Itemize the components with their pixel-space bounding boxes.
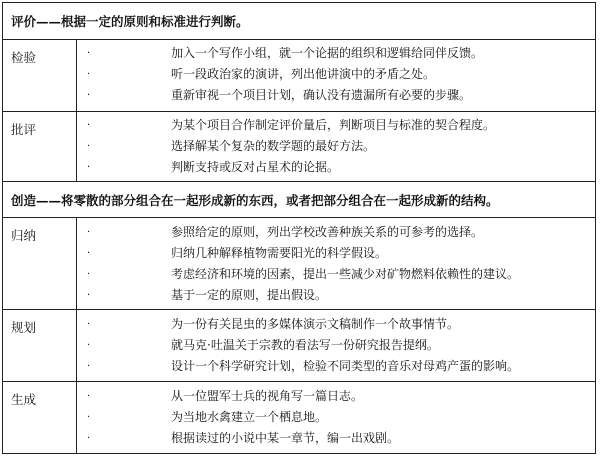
- list-item: [77, 386, 595, 407]
- group-label: 归纳: [3, 218, 77, 309]
- section-header-text: 创造——将零散的部分组合在一起形成新的东西，或者把部分组合在一起形成新的结构。: [11, 192, 499, 208]
- section-header-create: [3, 181, 595, 217]
- list-item: [77, 314, 595, 335]
- list-item-text: 为一份有关昆虫的多媒体演示文稿制作一个故事情节。: [171, 317, 460, 331]
- list-item-text: 设计一个科学研究计划，检验不同类型的音乐对母鸡产蛋的影响。: [171, 359, 520, 373]
- list-item: [77, 356, 595, 377]
- list-item-text: 为某个项目合作制定评价量后，判断项目与标准的契合程度。: [171, 118, 496, 132]
- list-item-text: 判断支持或反对占星术的论据。: [171, 160, 340, 174]
- bullet: ·: [87, 319, 91, 330]
- section-header-text: 评价——根据一定的原则和标准进行判断。: [11, 14, 249, 29]
- list-item-text: 选择解某个复杂的数学题的最好方法。: [171, 139, 376, 153]
- list-item: [77, 64, 595, 85]
- group-row-guina: [3, 217, 595, 309]
- list-item: [77, 335, 595, 356]
- list-item-text: 根据读过的小说中某一章节，编一出戏剧。: [171, 431, 400, 445]
- list-item-text: 归纳几种解释植物需要阳光的科学假设。: [171, 246, 388, 260]
- bullet: ·: [87, 48, 91, 59]
- list-item-text: 听一段政治家的演讲，列出他讲演中的矛盾之处。: [171, 67, 436, 81]
- bullet: ·: [87, 141, 91, 152]
- bullet: ·: [87, 227, 91, 238]
- list-item: [77, 115, 595, 136]
- list-item: [77, 85, 595, 106]
- list-item-text: 基于一定的原则，提出假设。: [171, 288, 328, 302]
- bullet: ·: [87, 248, 91, 259]
- list-item: [77, 264, 595, 285]
- section-header-evaluate: [3, 3, 595, 39]
- bullet: ·: [87, 269, 91, 280]
- list-item-text: 就马克·吐温关于宗教的看法写一份研究报告提纲。: [171, 338, 439, 352]
- bullet: ·: [87, 290, 91, 301]
- list-item-text: 考虑经济和环境的因素，提出一些减少对矿物燃料依赖性的建议。: [171, 267, 520, 281]
- list-item: [77, 157, 595, 178]
- group-label: 规划: [3, 310, 77, 381]
- group-label: 批评: [3, 112, 77, 181]
- group-label: 生成: [3, 382, 77, 453]
- bullet: ·: [87, 90, 91, 101]
- bullet: ·: [87, 361, 91, 372]
- bullet: ·: [87, 120, 91, 131]
- list-item-text: 加入一个写作小组，就一个论据的组织和逻辑给同伴反馈。: [171, 46, 484, 60]
- list-item: [77, 43, 595, 64]
- list-item-text: 参照给定的原则，列出学校改善种族关系的可参考的选择。: [171, 225, 484, 239]
- bullet: ·: [87, 162, 91, 173]
- list-item-text: 重新审视一个项目计划，确认没有遗漏所有必要的步骤。: [171, 88, 472, 102]
- group-label: 检验: [3, 40, 77, 111]
- bullet: ·: [87, 69, 91, 80]
- bullet: ·: [87, 391, 91, 402]
- bullet: ·: [87, 433, 91, 444]
- list-item-text: 从一位盟军士兵的视角写一篇日志。: [171, 389, 364, 403]
- list-item-text: 为当地水禽建立一个栖息地。: [171, 410, 328, 424]
- bullet: ·: [87, 340, 91, 351]
- group-row-piping: [3, 111, 595, 181]
- list-item: [77, 136, 595, 157]
- bullet: ·: [87, 412, 91, 423]
- evaluation-creation-table: [2, 2, 596, 454]
- list-item: [77, 222, 595, 243]
- group-row-shengcheng: [3, 381, 595, 453]
- group-row-jianyan: [3, 39, 595, 111]
- list-item: [77, 428, 595, 449]
- list-item: [77, 243, 595, 264]
- group-row-guihua: [3, 309, 595, 381]
- list-item: [77, 285, 595, 306]
- list-item: [77, 407, 595, 428]
